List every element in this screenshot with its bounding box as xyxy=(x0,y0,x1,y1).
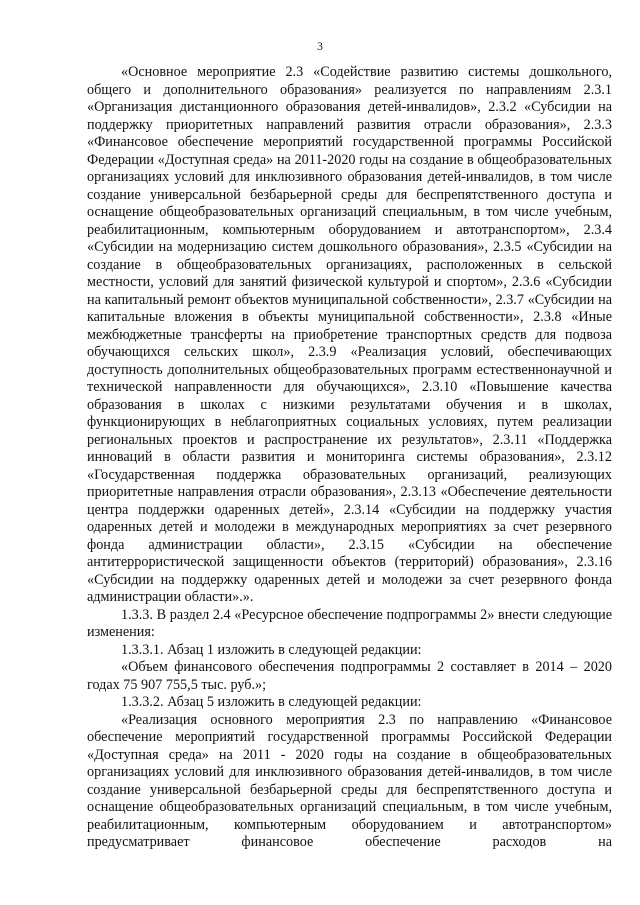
page-number: 3 xyxy=(317,41,323,53)
paragraph-1-3-3-1: 1.3.3.1. Абзац 1 изложить в следующей редакции: xyxy=(121,641,422,658)
paragraph-funding-volume: «Объем финансового обеспечения подпрограммы 2 составляет в 2014 – 2020 годах 75 907 755,5 тыс. руб.»; xyxy=(87,659,612,693)
paragraph-implementation-2-3: «Реализация основного мероприятия 2.3 по направлению «Финансовое обеспечение мероприятий государственной программы Российской Федерации «Доступная среда» на 2011 - 2020 годы на создание в общеобразовательных организациях условий для инклюзивного образования детей-инвалидов, в том числе создание универсальной безбарьерной среды для беспрепятственного доступа и оснащение общеобразовательных организаций специальным, в том числе учебным, реабилитационным, компьютерным оборудованием и автотранспортом» предусматривает финансовое обеспечение расходов на xyxy=(87,711,612,850)
paragraph-1-3-3-2: 1.3.3.2. Абзац 5 изложить в следующей редакции: xyxy=(121,694,422,710)
paragraph-main-activity-2-3: «Основное мероприятие 2.3 «Содействие развитию системы дошкольного, общего и дополнительного образования» реализуется по направлениям 2.3.1 «Организация дистанционного образования детей-инвалидов», 2.3.2 «Субсидии на поддержку приоритетных направлений развития отрасли образования», 2.3.3 «Финансовое обеспечение мероприятий государственной программы Российской Федерации «Доступная среда» на 2011-2020 годы на создание в общеобразовательных организациях условий для инклюзивного образования детей-инвалидов, в том числе создание универсальной безбарьерной среды для беспрепятственного доступа и оснащение общеобразовательных организаций специальным, в том числе учебным, реабилитационным, компьютерным оборудованием и автотранспортом», 2.3.4 «Субсидии на модернизацию систем дошкольного образования», 2.3.5 «Субсидии на создание в общеобразовательных организациях, расположенных в сельской местности, условий для занятий физической культурой и спортом», 2.3.6 «Субсидии на капитальный ремонт объектов муниципальной собственности», 2.3.7 «Субсидии на капитальные вложения в объекты муниципальной собственности», 2.3.8 «Иные межбюджетные трансферты на приобретение транспортных средств для подвоза обучающихся сельских школ», 2.3.9 «Реализация условий, обеспечивающих доступность дополнительных общеобразовательных программ естественнонаучной и технической направленности для обучающихся», 2.3.10 «Повышение качества образования в школах с низкими результатами обучения и в школах, функционирующих в неблагоприятных социальных условиях, путем реализации региональных проектов и распространение их результатов», 2.3.11 «Поддержка инноваций в области развития и мониторинга системы образования», 2.3.12 «Государственная поддержка образовательных организаций, реализующих приоритетные направления отрасли образования», 2.3.13 «Обеспечение деятельности центра поддержки одаренных детей», 2.3.14 «Субсидии на поддержку участия одаренных детей и молодежи в международных мероприятиях за счет резервного фонда администрации области», 2.3.15 «Субсидии на обеспечение антитеррористической защищенности объектов (территорий) образования», 2.3.16 «Субсидии на поддержку одаренных детей и молодежи за счет резервного фонда администрации области».». xyxy=(87,64,612,605)
document-body xyxy=(87,64,612,852)
paragraph-1-3-3: 1.3.3. В раздел 2.4 «Ресурсное обеспечение подпрограммы 2» внести следующие изменения: xyxy=(87,606,612,640)
